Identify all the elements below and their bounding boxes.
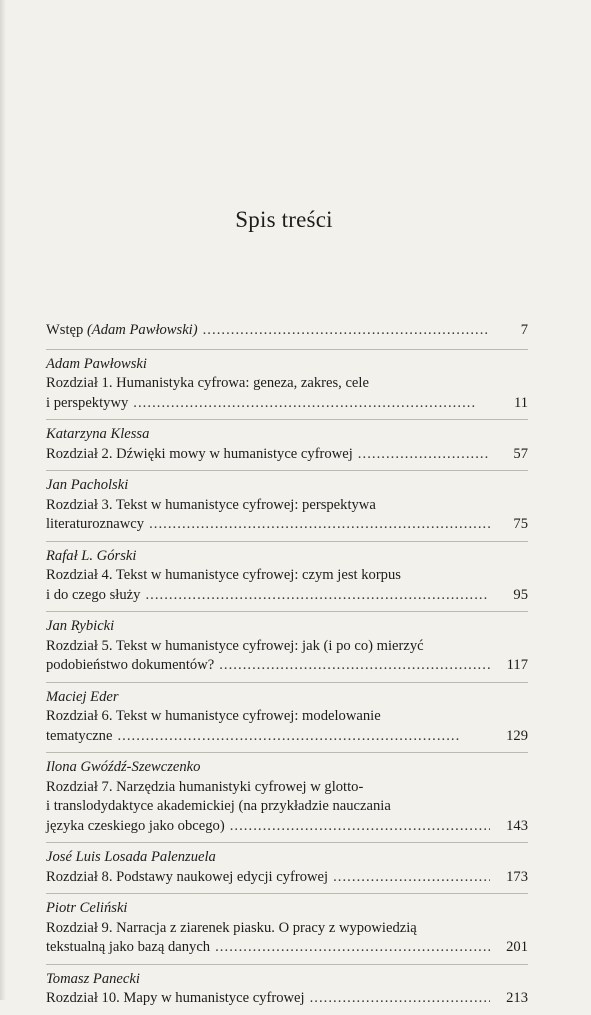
chapter-title-text <box>46 586 140 606</box>
chapter-title-last-line <box>46 515 528 535</box>
page-number: 201 <box>506 939 528 955</box>
chapter-title: tematyczne <box>46 727 113 744</box>
chapter-author: Rafał L. Górski <box>46 547 137 564</box>
page-number: 143 <box>506 817 528 834</box>
page-number: 57 <box>513 445 528 462</box>
chapter-author: Tomasz Panecki <box>46 970 140 987</box>
chapter-title-text <box>46 445 353 465</box>
chapter-title-text <box>46 989 305 1009</box>
chapter-author: Piotr Celiński <box>46 900 128 916</box>
chapter-title-last-line <box>46 817 528 837</box>
chapter-author: Jan Pacholski <box>46 477 129 493</box>
chapter-title-text <box>46 321 198 341</box>
page-number: 129 <box>506 727 528 744</box>
page-number: 7 <box>520 322 528 338</box>
toc-entry[interactable] <box>46 542 528 613</box>
chapter-title-last-line <box>46 868 528 888</box>
chapter-title-text <box>46 817 225 837</box>
chapter-title-line: Rozdział 1. Humanistyka cyfrowa: geneza, zakres, cele <box>46 375 369 391</box>
page-title: Spis treści <box>235 207 333 232</box>
chapter-author: José Luis Losada Palenzuela <box>46 849 216 865</box>
chapter-author: Jan Rybicki <box>46 618 115 634</box>
table-of-contents <box>46 321 528 1015</box>
chapter-title-last-line <box>46 445 528 465</box>
chapter-title: języka czeskiego jako obcego) <box>46 817 225 834</box>
chapter-title: podobieństwo dokumentów? <box>46 657 215 673</box>
chapter-title-line: Rozdział 6. Tekst w humanistyce cyfrowej: modelowanie <box>46 708 381 724</box>
leader-dots <box>333 868 490 888</box>
chapter-title-text <box>46 515 144 535</box>
leader-dots <box>133 394 490 414</box>
chapter-title-last-line <box>46 727 528 747</box>
leader-dots <box>149 515 490 535</box>
chapter-title: Wstęp <box>46 322 87 338</box>
chapter-title: literaturoznawcy <box>46 516 145 532</box>
leader-dots <box>117 727 490 747</box>
toc-entry[interactable] <box>46 683 528 754</box>
page-number: 75 <box>513 516 528 532</box>
page-number: 117 <box>506 657 528 673</box>
chapter-title-line: Rozdział 9. Narracja z ziarenek piasku. O pracy z wypowiedzią <box>46 919 417 936</box>
toc-entry[interactable] <box>46 420 528 471</box>
page-number: 213 <box>506 990 528 1006</box>
chapter-title-line: i translodydaktyce akademickiej (na przykładzie nauczania <box>46 798 391 814</box>
chapter-title-last-line <box>46 989 528 1009</box>
chapter-title-last-line <box>46 321 528 341</box>
chapter-title: tekstualną jako bazą danych <box>46 939 211 955</box>
toc-entry[interactable] <box>46 753 528 843</box>
leader-dots <box>310 989 490 1009</box>
chapter-title-last-line <box>46 394 528 414</box>
chapter-title-text <box>46 938 210 958</box>
leader-dots <box>358 445 490 465</box>
chapter-title: Rozdział 8. Podstawy naukowej edycji cyfrowej <box>46 868 329 885</box>
leader-dots <box>215 938 490 958</box>
toc-entry[interactable] <box>46 350 528 421</box>
chapter-title-line: Rozdział 5. Tekst w humanistyce cyfrowej: jak (i po co) mierzyć <box>46 637 424 654</box>
chapter-title-text <box>46 868 328 888</box>
leader-dots <box>203 321 490 341</box>
chapter-title-line: Rozdział 7. Narzędzia humanistyki cyfrowej w glotto- <box>46 778 364 795</box>
toc-entry[interactable] <box>46 843 528 894</box>
toc-entry[interactable] <box>46 894 528 965</box>
leader-dots <box>230 817 490 837</box>
chapter-title: Rozdział 2. Dźwięki mowy w humanistyce cyfrowej <box>46 445 353 462</box>
chapter-title-line: Rozdział 3. Tekst w humanistyce cyfrowej: perspektywa <box>46 496 376 513</box>
chapter-title: i perspektywy <box>46 394 129 411</box>
chapter-title: Rozdział 10. Mapy w humanistyce cyfrowej <box>46 990 305 1006</box>
chapter-title-line: Rozdział 4. Tekst w humanistyce cyfrowej: czym jest korpus <box>46 567 401 583</box>
toc-entry[interactable] <box>46 321 528 350</box>
page-number: 95 <box>513 586 528 603</box>
chapter-author: Adam Pawłowski <box>46 355 147 372</box>
chapter-title: i do czego służy <box>46 586 141 603</box>
toc-entry[interactable] <box>46 612 528 683</box>
page-edge <box>0 0 6 1000</box>
chapter-author: Maciej Eder <box>46 688 119 705</box>
leader-dots <box>145 586 490 606</box>
page-number: 173 <box>506 868 528 885</box>
chapter-title-last-line <box>46 586 528 606</box>
chapter-title-last-line <box>46 938 528 958</box>
chapter-title-last-line <box>46 656 528 676</box>
chapter-title-text <box>46 394 128 414</box>
chapter-author: Katarzyna Klessa <box>46 426 150 442</box>
chapter-title-text <box>46 727 112 747</box>
toc-entry[interactable] <box>46 471 528 542</box>
leader-dots <box>219 656 490 676</box>
page-number: 11 <box>513 394 528 411</box>
chapter-author: Ilona Gwóźdź-Szewczenko <box>46 759 201 775</box>
toc-entry[interactable] <box>46 965 528 1015</box>
chapter-author-inline: (Adam Pawłowski) <box>86 322 198 338</box>
chapter-title-text <box>46 656 214 676</box>
